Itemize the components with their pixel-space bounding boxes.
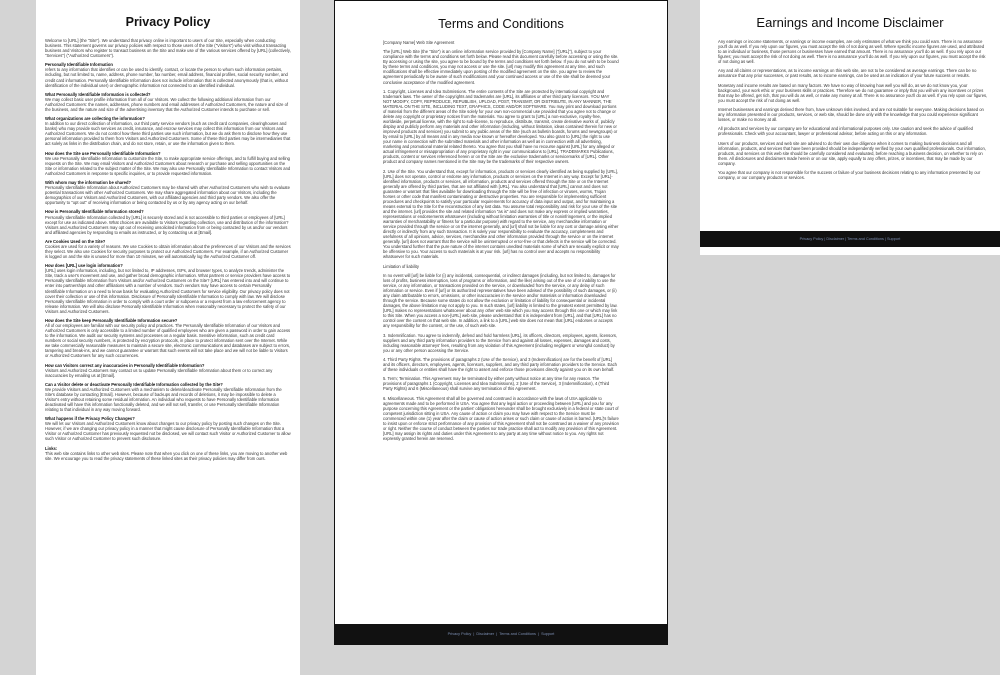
paragraph-text: refers to any information that identifies or can be used to identify, contact, or locate the person to whom such information pertains, including, but not limited to, name, address, phone number, fax number, email address, financial profiles, social security number, and credit card information. Personally Identifiable Information does not include information that is collected anonymously (that is, without identification of the individual user) or demographic information not connected to an identified individual. [45,67,288,88]
paragraph [383,49,619,84]
paragraph [45,382,291,412]
paragraph [718,39,988,64]
section-heading: Links: [45,445,58,451]
paragraph-text: The [URL] Web Site (the "Site") is an online information service provided by [Company Name] ("[URL]"), subject to your compliance with the terms and conditions set forth below. Please read this document carefully before accessing or using the site. By accessing or using the site, you agree to be bound by the terms and conditions set forth below. If you do not wish to be bound by these terms and conditions, you may not access or use the site. [url] may modify this agreement at any time, and such modifications shall be effective immediately upon posting of the modified agreement on the site. you agree to review the agreement periodically to be aware of such modifications and your continued access or use of the site shall be deemed your conclusive acceptance of the modified agreement. [383,49,619,85]
paragraph-text: This web site contains links to other web sites. Please note that when you click on one of these links, you are moving to another web site. We encourage you to read the privacy statements of these linked sites as their privacy policies may differ from ours. [45,450,288,461]
paragraph-text: 2. Use of the Site. You understand that, except for information, products or services clearly identified as being supplied by [URL], [URL] does not operate, control or endorse any information, products or services on the Internet in any way. Except for [URL]-identified information, products or services, all information, products and services offered through the Site or on the Internet generally are offered by third parties, that are not affiliated with [URL]. You also understand that [URL] cannot and does not guarantee or warrant that files available for downloading through the Site will be free of infection or viruses, worms, Trojan horses or other code that manifest contaminating or destructive properties. You are responsible for implementing sufficient procedures and checkpoints to satisfy your particular requirements for accuracy of data input and output, and for maintaining a means external to the Site for the reconstruction of any lost data. You assume total responsibility and risk for your use of the site and the internet. [url] provides the site and related information "as is" and does not make any express or implied warranties, representations or endorsements whatsoever (including without limitation warranties of title or noninfringement, or the implied warranties of merchantability or fitness for a particular purpose) with regard to the service, any merchandise information or service provided through the service or on the internet generally, and [url] shall not be liable for any cost or damage arising either directly or indirectly from any such transaction. It is solely your responsibility to evaluate the accuracy, completeness and usefulness of all opinions, advice, services, merchandise and other information provided through the service or on the internet generally. [url] does not warrant that the service will be uninterrupted or error-free or that defects in the service will be corrected. You understand further that the pure nature of the internet contains unedited materials some of which are sexually explicit or may be offensive to you. Your access to such materials is at your risk. [url] has no control over and accepts no responsibility whatsoever for such materials. [383,168,619,260]
paragraph-text: [URL] uses login information, including, but not limited to, IP addresses, ISPs, and browser types, to analyze trends, administer the Site, track a user's movement and use, and gather broad demographic information. What partners or service providers have access to Personally Identifiable Information from Visitors and/or Authorized Customers on the Site? [URL] has entered into and will continue to enter into partnerships and other affiliations with a number of vendors. Such vendors may have access to certain Personally Identifiable Information on a need to know basis for evaluating Authorized Customers for service eligibility. Our privacy policy does not cover their collection or use of this information. Disclosure of Personally Identifiable Information to comply with law. We will disclose Personally Identifiable Information in order to comply with a court order or subpoena or a request from a law enforcement agency to release information. We will also disclose Personally Identifiable Information when reasonably necessary to protect the safety of our Visitors and Authorized Customers. [45,268,291,314]
paragraph-text: Any and all claims or representations, as to income earnings on this web site, are not to be considered as average earnings. There can be no assurance that any prior successes, or past results, as to income earnings, can be used as an indication of your future success or results. [718,68,977,79]
paragraph-text: We will let our Visitors and Authorized Customers know about changes to our privacy policy by posting such changes on the Site. However, if we are changing our privacy policy in a manner that might cause disclosure of Personally Identifiable Information that a Visitor or Authorized Customer has previously requested not be disclosed, we will contact such Visitor or Authorized Customer to allow such Visitor or Authorized Customer to prevent such disclosure. [45,421,291,442]
section-heading: How can Visitors correct any inaccuracies in Personally Identifiable Information? [45,362,205,368]
paragraph [718,141,988,166]
section-heading: Can a Visitor delete or deactivate Personally Identifiable Information collected by the Site? [45,381,223,387]
paragraph-text: Cookies are used for a variety of reasons. We use Cookies to obtain information about the preferences of our Visitors and the services they select. We also use Cookies for security purposes to protect our Authorized Customers. For example, if an Authorized Customer is logged on and the site is unused for more than 10 minutes, we will automatically log the Authorized Customer off. [45,243,291,260]
section-heading: With whom may the information be shared? [45,180,132,186]
section-heading: How is Personally Identifiable Information stored? [45,209,144,215]
footer-link-terms[interactable]: Terms and Conditions [499,632,536,636]
terms-footer [335,624,667,644]
paragraph [383,357,619,372]
section-heading: How does the Site use Personally Identifiable Information? [45,150,161,156]
paragraph-text: Personally Identifiable Information about Authorized Customers may be shared with other Authorized Customers who wish to evaluate potential transactions with other Authorized Customers. We may share aggregated information about our Visitors, including the demographics of our Visitors and Authorized Customers, with our affiliated agencies and third party vendors. We also offer the opportunity to "opt out" of receiving information or being contacted by us or by any agency acting on our behalf. [45,185,290,206]
section-heading: How does [URL] use login information? [45,263,123,269]
paragraph-text: Monetary and income results are based on many factors. We have no way of knowing how well you will do, as we do not know you, your background, your work ethic or your business skills or practices. Therefore we do not guarantee or imply that you will win any incentives or prizes that may be offered, get rich, that you will do as well, or make any money at all. There is no assurance you'll do as well. If you rely upon our figures, you must accept the risk of not doing as well. [718,82,988,103]
paragraph [45,209,291,234]
section-heading: What Personally Identifiable Information is collected? [45,91,151,97]
paragraph [45,92,291,112]
paragraph [383,169,619,260]
paragraph [45,116,291,146]
paragraph-text: You agree that our company is not responsible for the success or failure of your business decisions relating to any information presented by our company, or our company products or services. [718,170,981,181]
footer-link-disclaimer[interactable]: Disclaimer [476,632,495,636]
paragraph-text: Users of our products, services and web site are advised to do their own due diligence when it comes to making business decisions and all information, products, and services that have been provided should be independently verified by your own qualified professionals. Our information, products, and services on this web site should be carefully considered and evaluated, before reaching a business decision, on whether to rely on them. All disclosures and disclaimers made herein or on our site, apply equally to any offers, prizes, or incentives, that may be made by our company. [718,140,986,166]
paragraph [45,263,291,313]
earnings-footer-link-terms[interactable]: Terms and Conditions [847,237,884,241]
paragraph [383,376,619,391]
paragraph [718,68,988,78]
earnings-footer-link-disclaimer[interactable]: Disclaimer [826,237,845,241]
paragraph-text: We use Personally Identifiable Information to customize the Site, to make appropriate service offerings, and to fulfill buying and selling requests on the Site. We may email Visitors and Authorized Customers about research or purchase and selling opportunities on the Site or information related to the subject matter of the Site. We may also use Personally Identifiable Information to contact Visitors and Authorized Customers in response to specific inquiries, or to provide requested information. [45,155,291,176]
paragraph-text: 4. Third Party Rights. The provisions of paragraphs 2 (Use of the Service), and 3 (Indemnification) are for the benefit of [URL] and its officers, directors, employees, agents, licensors, suppliers, and any third party information providers to the Service. Each of these individuals or entities shall have the right to assert and enforce those provisions directly against you on its own behalf. [383,356,617,373]
paragraph-text: All products and services by our company are for educational and informational purposes only. Use caution and seek the advice of qualified professionals. Check with your accountant, lawyer or professional advisor, before acting on this or any information. [718,126,973,137]
section-heading: How does the Site keep Personally Identifiable Information secure? [45,317,178,323]
paragraph-text: Visitors and Authorized Customers may contact us to update Personally Identifiable Information about them or to correct any inaccuracies by emailing us at [Email]. [45,367,273,378]
paragraph [45,416,291,441]
paragraph [718,107,988,122]
earnings-footer-link-privacy[interactable]: Privacy Policy [799,237,824,241]
earnings-footer-link-support[interactable]: Support [887,237,901,241]
earnings-disclaimer-body [700,39,1000,180]
section-heading: What happens if the Privacy Policy Changes? [45,416,135,422]
earnings-disclaimer-title: Earnings and Income Disclaimer [756,15,944,30]
paragraph-text: 5. Term; Termination. This Agreement may be terminated by either party without notice at any time for any reason. The provisions of paragraphs 1 (Copyright, Licenses and Idea Submissions), 2 (Use of the Service), 3 (Indemnification), 4 (Third Party Rights) and 6 (Miscellaneous) shall survive any termination of this Agreement. [383,376,610,392]
terms-conditions-body [335,40,667,441]
paragraph [45,363,291,378]
paragraph-text: In addition to our direct collection of information, our third party service vendors (such as credit card companies, clearinghouses and banks) who may provide such services as credit, insurance, and escrow services may collect this information from our Visitors and Authorized Customers. We do not control how these third parties use such information, but we do ask them to disclose how they use personal information provided to them from Visitors and Authorized Customers. Some of these third parties may be intermediaries that act solely as links in the distribution chain, and do not store, retain, or use the information given to them. [45,121,291,147]
paragraph-text: Internet businesses and earnings derived there from, have unknown risks involved, and are not suitable for everyone. Making decisions based on any information presented in our products, services, or web site, should be done only with the knowledge that you could experience significant losses, or make no money at all. [718,107,984,123]
privacy-policy-title: Privacy Policy [125,15,211,29]
paragraph [383,396,619,441]
paragraph-text: 6. Miscellaneous. This Agreement shall all be governed and construed in accordance with the laws of USA applicable to agreements made and to be performed in USA. You agree that any legal action or proceeding between [URL] and you for any purpose concerning this Agreement or the parties' obligations hereunder shall be brought exclusively in a federal or state court of competent jurisdiction sitting in USA. Any cause of action or claim you may have with respect to the Service must be commenced within one (1) year after the claim or cause of action arises or such claim or cause of action is barred. [URL]'s failure to insist upon or enforce strict performance of any provision of this Agreement shall not be construed as a waiver of any provision or right. Neither the course of conduct between the parties nor trade practice shall act to modify any provision of this Agreement. [URL] may assign its rights and duties under this Agreement to any party at any time without notice to you. Any rights not expressly granted herein are reserved. [383,395,619,442]
paragraph-text: We provide Visitors and Authorized Customers with a mechanism to delete/deactivate Personally Identifiable Information from the Site's database by contacting [Email]. However, because of backups and records of deletions, it may be impossible to delete a Visitor's entry without retaining some residual information. An individual who requests to have Personally Identifiable Information deactivated will have this information functionally deleted, and we will not sell, transfer, or use Personally Identifiable Information relating to that individual in any way moving forward. [45,386,282,413]
paragraph-text: Personally Identifiable Information collected by [URL] is securely stored and is not accessible to third parties or employees of [URL] except for use as indicated above. What choices are available to Visitors regarding collection, use and distribution of the information? Visitors and Authorized Customers may opt out of receiving unsolicited information from or being contacted by us and/or our vendors and affiliated agencies by responding to emails as instructed, or by contacting us at [Email]. [45,214,289,235]
paragraph-text: Limitation of liability [383,263,419,269]
paragraph [383,273,619,329]
privacy-policy-body [36,38,300,461]
section-heading: Are Cookies Used on the Site? [45,238,106,244]
footer-link-privacy[interactable]: Privacy Policy [447,632,472,636]
paragraph [383,40,619,45]
earnings-disclaimer-page [700,0,1000,255]
paragraph [718,126,988,136]
paragraph [45,318,291,358]
paragraph-text: We may collect basic user profile information from all of our Visitors. We collect the following additional information from our Authorized Customers: the names, addresses, phone numbers and email addresses of Authorized Customers, the nature and size of the business, and the nature and size of the advertising inventory that the Authorized Customer intends to purchase or sell. [45,96,289,112]
paragraph-text: 1. Copyright, Licenses and Idea Submissions. The entire contents of the Site are protected by international copyright and trademark laws. The owner of the copyrights and trademarks are [URL], its affiliates or other third party licensors. YOU MAY NOT MODIFY, COPY, REPRODUCE, REPUBLISH, UPLOAD, POST, TRANSMIT, OR DISTRIBUTE, IN ANY MANNER, THE MATERIAL ON THE SITE, INCLUDING TEXT, GRAPHICS, CODE AND/OR SOFTWARE. You may print and download portions of material from the different areas of the Site solely for your own non-commercial use provided that you agree not to change or delete any copyright or proprietary notices from the materials. You agree to grant to [URL] a non-exclusive, royalty-free, worldwide, perpetual license, with the right to sub-license, to reproduce, distribute, transmit, create derivative works of, publicly display and publicly perform any materials and other information (including, without limitation, ideas contained therein for new or improved products and services) you submit to any public areas of the Site (such as bulletin boards, forums and newsgroups) or by email to [URL] by all means and in any media now known or hereafter developed. You also grant to [URL] the right to use your name in connection with the submitted materials and other information as well as in connection with all advertising, marketing and promotional material related thereto. You agree that you shall have no recourse against [URL] for any alleged or actual infringement or misappropriation of any proprietary right in your communications to [URL]. TRADEMARKS Publications, products, content or services referenced herein or on the Site are the exclusive trademarks or servicemarks of [URL]. Other product and company names mentioned in the Site may be the trademarks of their respective owners. [383,88,618,165]
paragraph-text: Any earnings or income statements, or earnings or income examples, are only estimates of what we think you could earn. There is no assurance you'll do as well. If you rely upon our figures, you must accept the risk of not doing as well. Where specific income figures are used, and attributed to an individual or business, those persons or businesses have earned that amount. There is no assurance you'll do as well. If you rely upon our figures; you must accept the risk of not doing as well. There is no assurance you'll do as well. If you rely upon our figures, you must accept the risk of not doing as well. [718,39,986,65]
paragraph [45,446,291,461]
terms-conditions-page [334,0,668,645]
paragraph [45,239,291,259]
paragraph-text: In no event will [url] be liable for (i) any incidental, consequential, or indirect damages (including, but not limited to, damages for loss of profits, business interruption, loss of programs or information, and the like) arising out of the use of or inability to use the service, or any information, or transactions provided on the service, or downloaded from the service, or any delay of such information or service. Even if [url] or its authorized representatives have been advised of the possibility of such damages, or (ii) any claim attributable to errors, omissions, or other inaccuracies in the service and/or materials or information downloaded through the service. Because some states do not allow the exclusion or limitation of liability for consequential or incidental damages, the above limitation may not apply to you. In such states, [url] liability is limited to the greatest extent permitted by law. [URL] makes no representations whatsoever about any other web site which you may access through this one or which may link to this Site. When you access a non-[URL] web site, please understand that it is independent from [URL], and that [URL] has no control over the content on that web site. In addition, a link to a [URL] web site does not mean that [URL] endorses or accepts any responsibility for the content, or the use, of such web site. [383,272,618,329]
footer-link-support[interactable]: Support [541,632,555,636]
paragraph [45,38,291,58]
privacy-policy-page [36,0,300,675]
paragraph-text: Welcome to [URL] (the "Site"). We understand that privacy online is important to users of our Site, especially when conducting business. This statement governs our privacy policies with respect to those users of the Site ("Visitors") who visit without transacting business and Visitors who register to transact business on the Site and make use of the various services offered by [URL] (collectively, "Services") ("Authorized Customers"). [45,38,291,59]
paragraph [718,170,988,180]
terms-footer-links: Privacy Policy | Disclaimer | Terms and Conditions | Support [447,632,555,636]
paragraph [45,180,291,205]
paragraph [45,151,291,176]
section-heading: Personally Identifiable Information [45,62,113,68]
paragraph-text: [Company Name] Web Site Agreement [383,40,455,45]
paragraph [383,333,619,353]
paragraph [45,62,291,87]
paragraph [383,264,619,269]
paragraph [718,83,988,103]
paragraph-text: 3. Indemnification. You agree to indemnify, defend and hold harmless [URL], its officers, directors, employees, agents, licensors, suppliers and any third party information providers to the Service from and against all losses, expenses, damages and costs, including reasonable attorneys' fees, resulting from any violation of this Agreement (including negligent or wrongful conduct) by you or any other person accessing the Service. [383,332,618,353]
paragraph-text: All of our employees are familiar with our security policy and practices. The Personally Identifiable Information of our Visitors and Authorized Customers is only accessible to a limited number of qualified employees who are given a password in order to gain access to the information. We audit our security systems and processes on a regular basis. Sensitive information, such as credit card numbers or social security numbers, is protected by encryption protocols, in place to protect information sent over the Internet. While we take commercially reasonable measures to maintain a secure site, electronic communications and databases are subject to errors, tampering and break-ins, and we cannot guarantee or warrant that such events will not take place and we will not be liable to Visitors or Authorized Customers for any such occurrences. [45,322,291,359]
terms-conditions-title: Terms and Conditions [438,16,564,31]
section-heading: What organizations are collecting the information? [45,116,145,122]
earnings-footer: Privacy Policy | Disclaimer | Terms and Conditions | Support [700,231,1000,247]
paragraph [383,89,619,165]
